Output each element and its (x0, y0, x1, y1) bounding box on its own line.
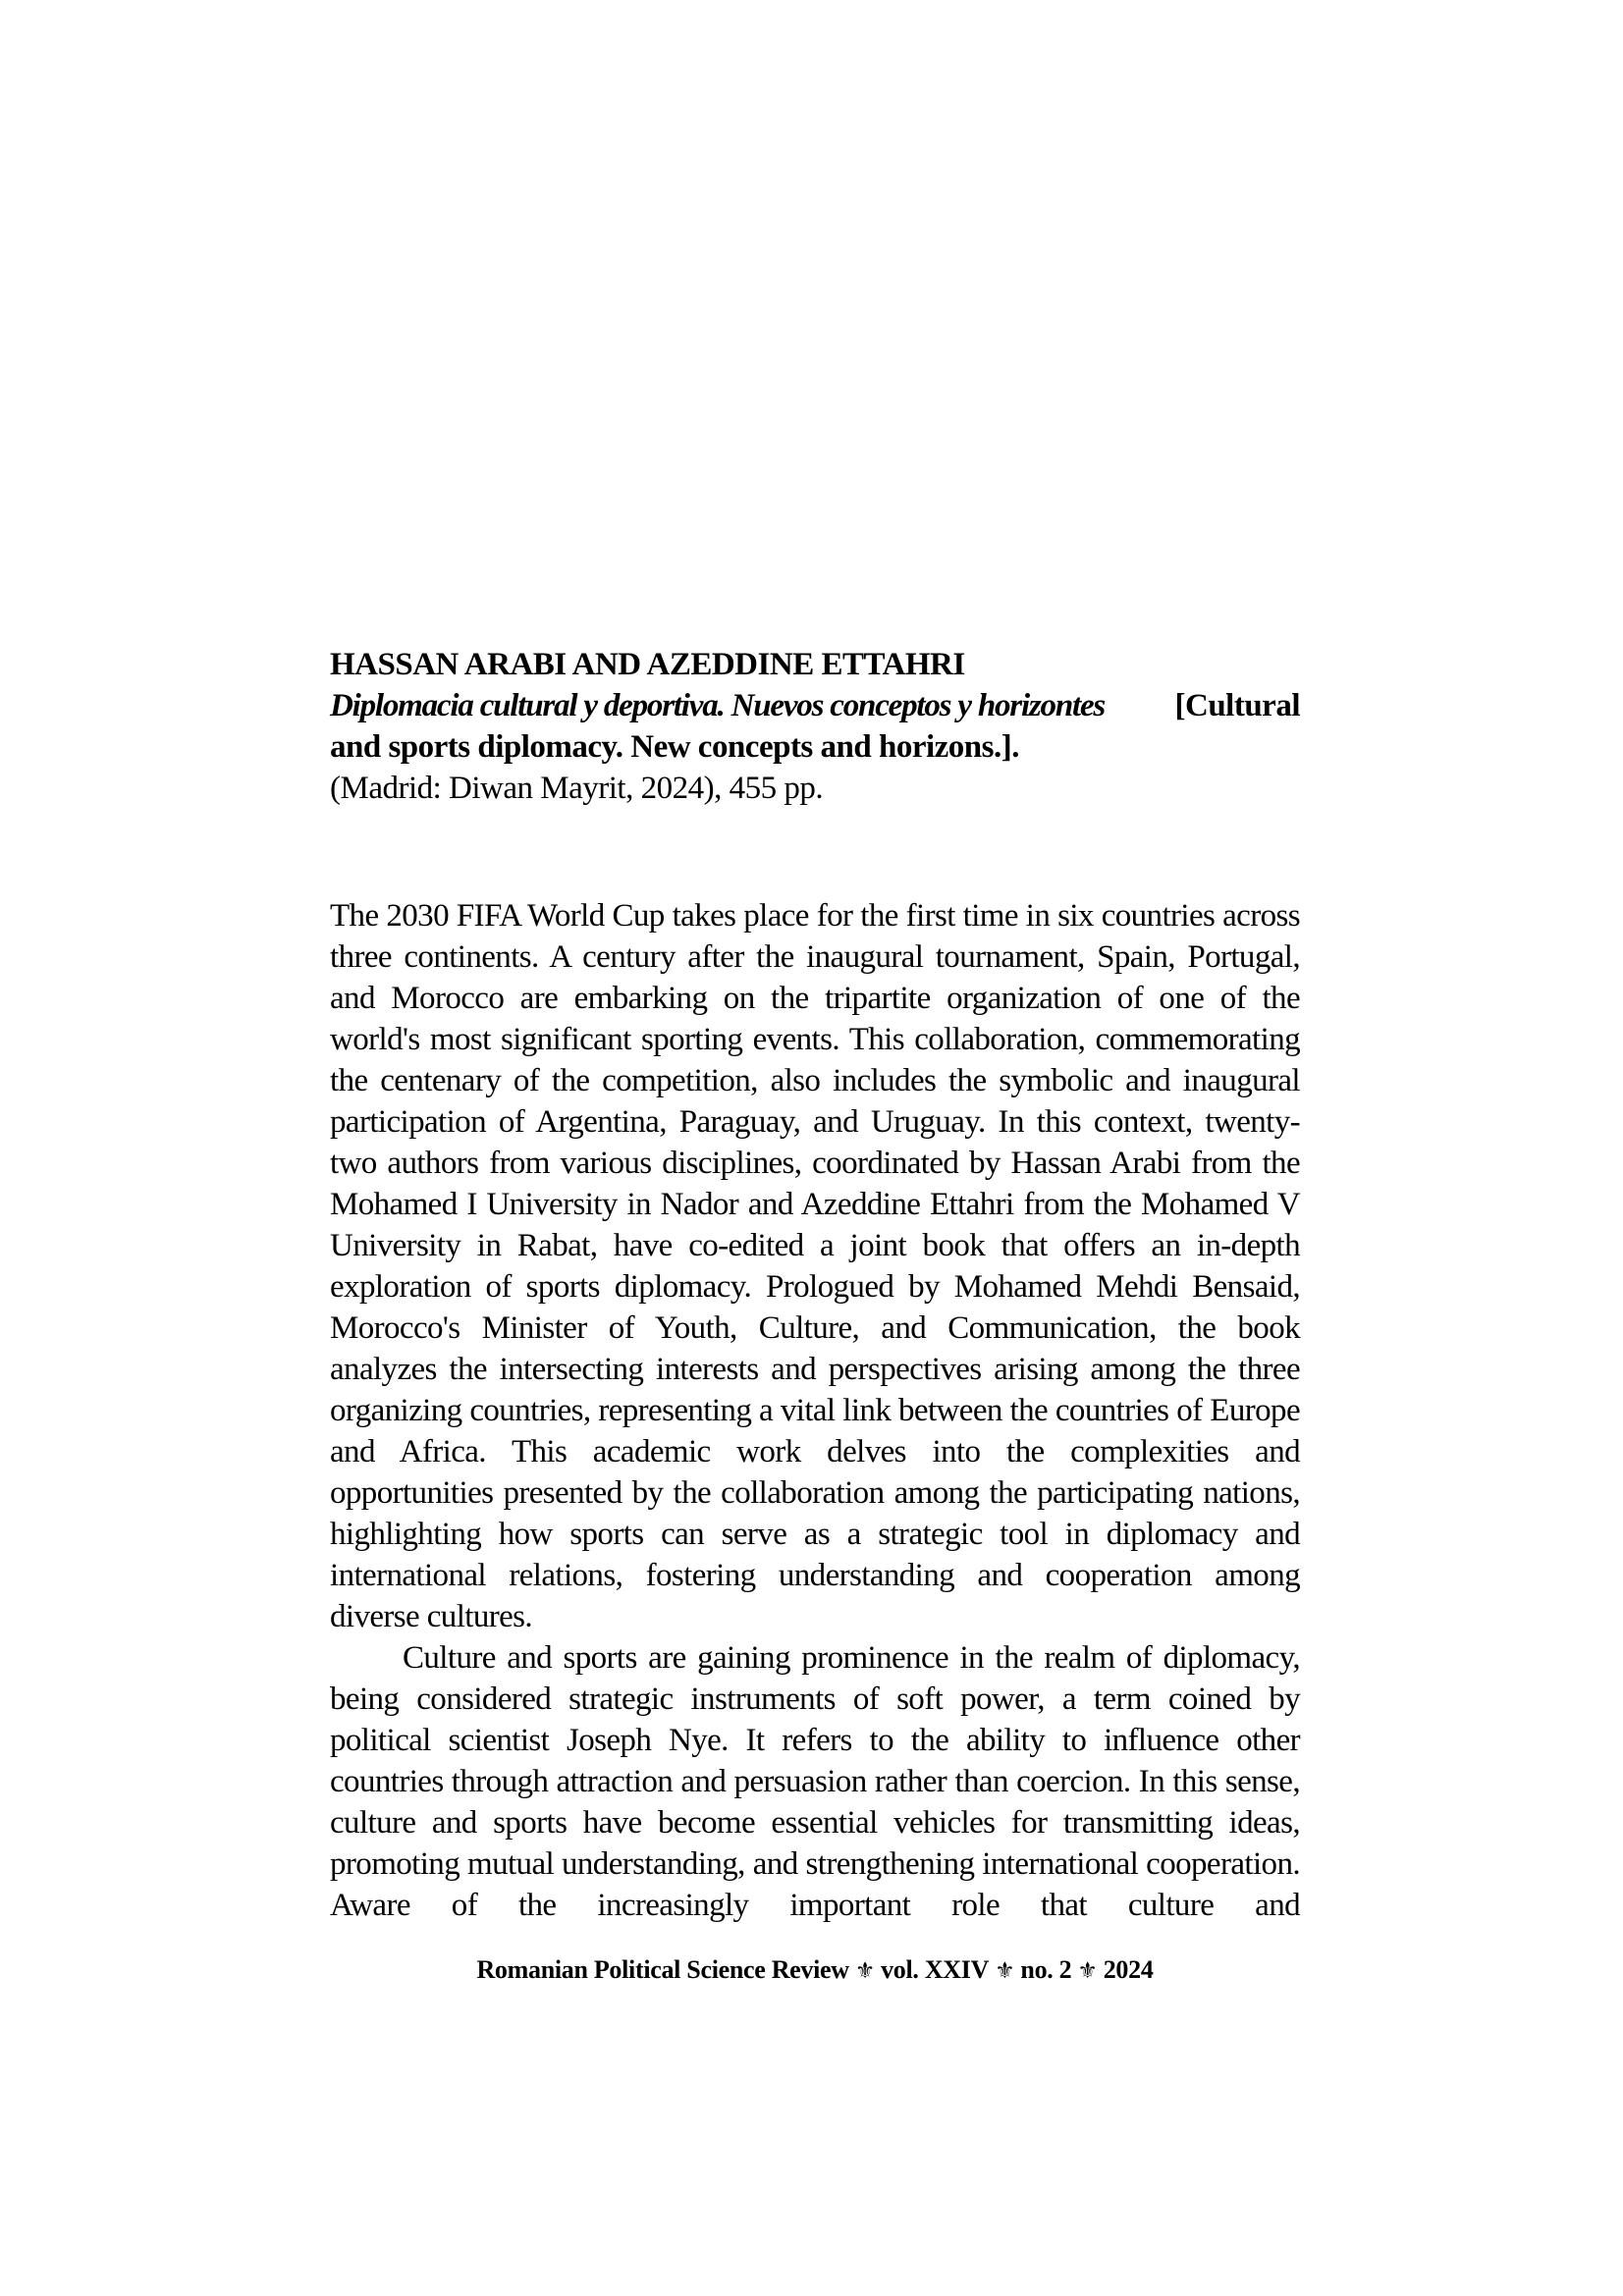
fleur-de-lis-icon: ⚜ (854, 1958, 876, 1984)
book-title-line-1 (330, 685, 1300, 726)
volume-label: vol. XXIV (881, 1955, 990, 1984)
year-label: 2024 (1103, 1955, 1154, 1984)
review-header (330, 644, 1300, 809)
review-paragraph-2: Culture and sports are gaining prominence in the realm of diplomacy, being considered strategic instruments of soft power, a term coined by political scientist Joseph Nye. It refers to the ability to influence other countries through attraction and persuasion rather than coercion. In this sense, culture and sports have become essential vehicles for transmitting ideas, promoting mutual understanding, and strengthening international cooperation. Aware of the increasingly important role that culture and (330, 1640, 1300, 1923)
issue-number: no. 2 (1020, 1955, 1072, 1984)
page-footer (330, 1955, 1300, 1986)
journal-name: Romanian Political Science Review (476, 1955, 849, 1984)
review-body (330, 895, 1300, 1926)
authors-heading: HASSAN ARABI AND AZEDDINE ETTAHRI (330, 647, 965, 682)
book-title-translation-end: and sports diplomacy. New concepts and horizons.]. (330, 729, 1019, 765)
book-title-translation-start: [Cultural (1174, 688, 1300, 723)
fleur-de-lis-icon: ⚜ (995, 1958, 1015, 1984)
book-title-spanish: Diplomacia cultural y deportiva. Nuevos conceptos y horizontes (330, 688, 1106, 723)
review-paragraph-1: The 2030 FIFA World Cup takes place for the first time in six countries across three continents. A century after the inaugural tournament, Spain, Portugal, and Morocco are embarking on the tripartite organization of one of the world's most significant sporting events. This collaboration, commemorating the centenary of the competition, also includes the symbolic and inaugural participation of Argentina, Paraguay, and Uruguay. In this context, twenty-two authors from various disciplines, coordinated by Hassan Arabi from the Mohamed I University in Nador and Azeddine Ettahri from the Mohamed V University in Rabat, have co-edited a joint book that offers an in-depth exploration of sports diplomacy. Prologued by Mohamed Mehdi Bensaid, Morocco's Minister of Youth, Culture, and Communication, the book analyzes the intersecting interests and perspectives arising among the three organizing countries, representing a vital link between the countries of Europe and Africa. This academic work delves into the complexities and opportunities presented by the collaboration among the participating nations, highlighting how sports can serve as a strategic tool in diplomacy and international relations, fostering understanding and cooperation among diverse cultures. (330, 898, 1300, 1634)
fleur-de-lis-icon: ⚜ (1077, 1958, 1098, 1984)
imprint-line: (Madrid: Diwan Mayrit, 2024), 455 pp. (330, 771, 824, 806)
